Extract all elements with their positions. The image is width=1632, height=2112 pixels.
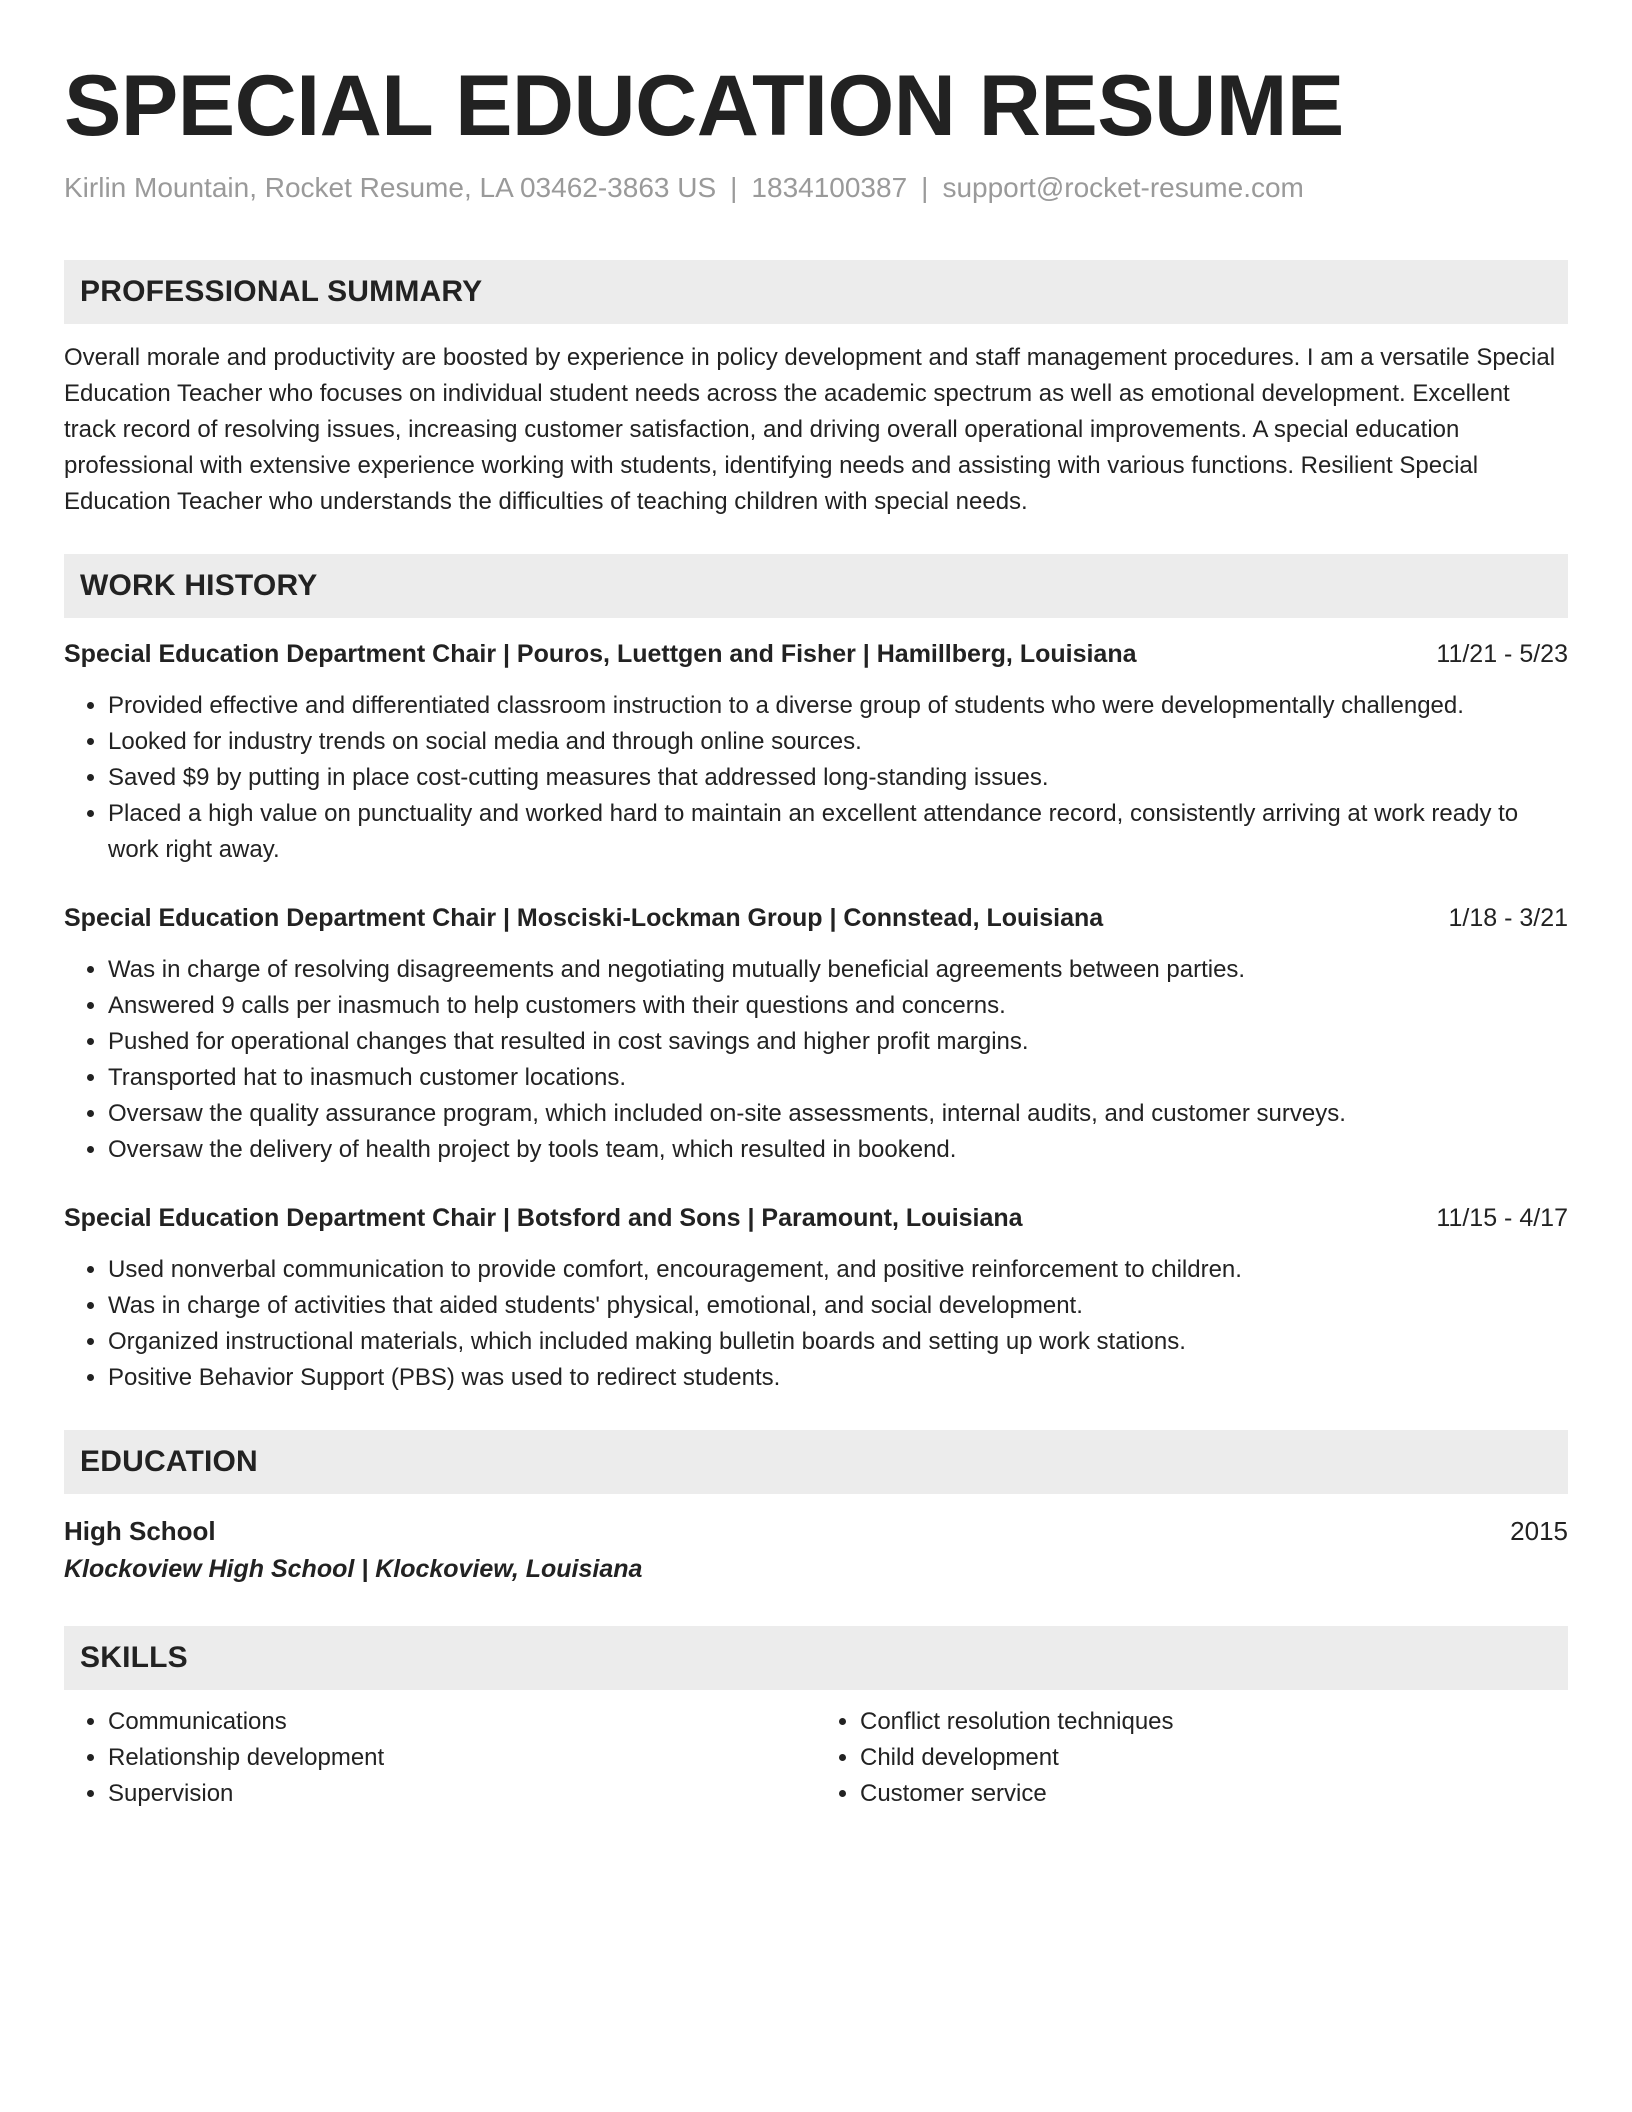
job-title: Special Education Department Chair | Botsford and Sons | Paramount, Louisiana	[64, 1204, 1023, 1232]
job-title: Special Education Department Chair | Mosciski-Lockman Group | Connstead, Louisiana	[64, 904, 1104, 932]
section-header-education: EDUCATION	[64, 1430, 1568, 1494]
skill-item: • Supervision	[108, 1776, 816, 1812]
contact-line	[64, 168, 1568, 208]
contact-separator: |	[730, 172, 738, 203]
education-header	[64, 1512, 1568, 1550]
contact-email: support@rocket-resume.com	[942, 172, 1304, 203]
job-title: Special Education Department Chair | Pouros, Luettgen and Fisher | Hamillberg, Louisiana	[64, 640, 1137, 668]
job-entry	[64, 1200, 1568, 1396]
job-bullet: • Transported hat to inasmuch customer locations.	[108, 1060, 1568, 1096]
job-bullets	[64, 688, 1568, 868]
skills-grid	[64, 1704, 1568, 1812]
skill-item: • Communications	[108, 1704, 816, 1740]
job-header	[64, 900, 1568, 936]
skill-item: • Child development	[860, 1740, 1568, 1776]
job-header	[64, 1200, 1568, 1236]
job-bullet: • Looked for industry trends on social media and through online sources.	[108, 724, 1568, 760]
job-bullet: • Pushed for operational changes that resulted in cost savings and higher profit margins.	[108, 1024, 1568, 1060]
job-dates: 11/15 - 4/17	[1436, 1204, 1568, 1232]
job-bullet: • Answered 9 calls per inasmuch to help customers with their questions and concerns.	[108, 988, 1568, 1024]
education-degree: High School	[64, 1516, 216, 1546]
contact-phone: 1834100387	[751, 172, 908, 203]
section-header-summary: PROFESSIONAL SUMMARY	[64, 260, 1568, 324]
job-bullet: • Positive Behavior Support (PBS) was used to redirect students.	[108, 1360, 1568, 1396]
job-dates: 1/18 - 3/21	[1448, 904, 1568, 932]
job-entry	[64, 900, 1568, 1168]
job-bullets	[64, 952, 1568, 1168]
job-bullet: • Provided effective and differentiated classroom instruction to a diverse group of students who were developmentally challenged.	[108, 688, 1568, 724]
job-bullet: • Was in charge of activities that aided students' physical, emotional, and social development.	[108, 1288, 1568, 1324]
summary-text: Overall morale and productivity are boosted by experience in policy development and staff management procedures. I am a versatile Special Education Teacher who focuses on individual student needs across the academic spectrum as well as emotional development. Excellent track record of resolving issues, increasing customer satisfaction, and driving overall operational improvements. A special education professional with extensive experience working with students, identifying needs and assisting with various functions. Resilient Special Education Teacher who understands the difficulties of teaching children with special needs.	[64, 344, 1556, 515]
job-dates: 11/21 - 5/23	[1436, 640, 1568, 668]
job-bullet: • Saved $9 by putting in place cost-cutting measures that addressed long-standing issues.	[108, 760, 1568, 796]
skill-item: • Conflict resolution techniques	[860, 1704, 1568, 1740]
job-bullet: • Oversaw the quality assurance program, which included on-site assessments, internal audits, and customer surveys.	[108, 1096, 1568, 1132]
resume-title: SPECIAL EDUCATION RESUME	[64, 58, 1344, 154]
job-bullet: • Was in charge of resolving disagreements and negotiating mutually beneficial agreements between parties.	[108, 952, 1568, 988]
job-bullet: • Oversaw the delivery of health project by tools team, which resulted in bookend.	[108, 1132, 1568, 1168]
section-header-skills: SKILLS	[64, 1626, 1568, 1690]
skills-column-left	[64, 1704, 816, 1812]
job-header	[64, 636, 1568, 672]
job-bullet: • Used nonverbal communication to provide comfort, encouragement, and positive reinforcement to children.	[108, 1252, 1568, 1288]
job-entry	[64, 636, 1568, 868]
contact-address: Kirlin Mountain, Rocket Resume, LA 03462-3863 US	[64, 172, 717, 203]
skills-column-right	[816, 1704, 1568, 1812]
skill-item: • Relationship development	[108, 1740, 816, 1776]
job-bullets	[64, 1252, 1568, 1396]
job-bullet: • Placed a high value on punctuality and worked hard to maintain an excellent attendance record, consistently arriving at work ready to work right away.	[108, 796, 1568, 868]
education-school: Klockoview High School | Klockoview, Louisiana	[64, 1555, 643, 1583]
job-bullet: • Organized instructional materials, which included making bulletin boards and setting up work stations.	[108, 1324, 1568, 1360]
education-year: 2015	[1510, 1516, 1568, 1546]
skill-item: • Customer service	[860, 1776, 1568, 1812]
section-header-work-history: WORK HISTORY	[64, 554, 1568, 618]
contact-separator: |	[921, 172, 929, 203]
